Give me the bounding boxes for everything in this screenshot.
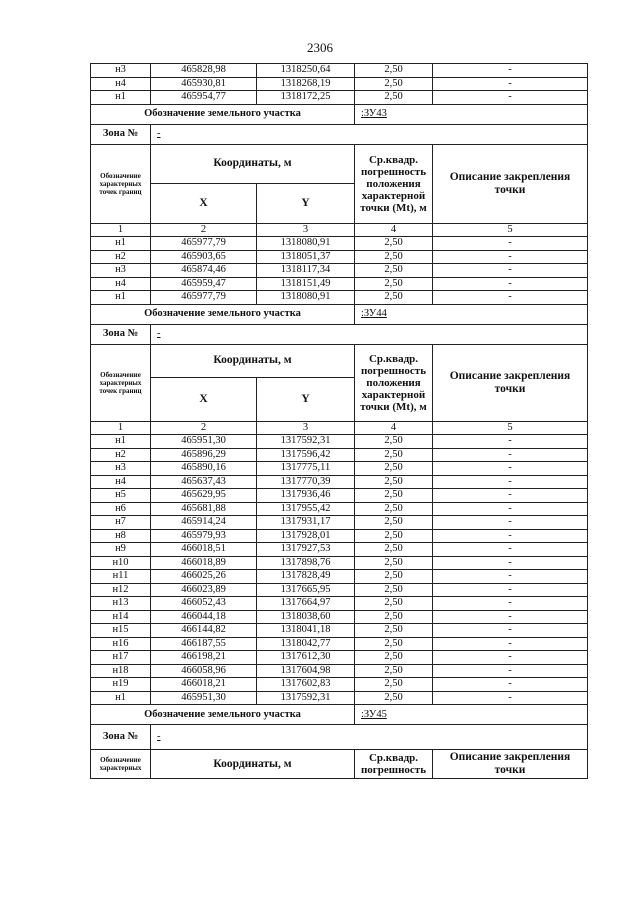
- description-value: -: [433, 462, 588, 476]
- description-value: -: [433, 435, 588, 449]
- error-value: 2,50: [355, 543, 433, 557]
- point-id: н3: [91, 264, 151, 278]
- y-coord: 1317604,98: [257, 664, 355, 678]
- y-coord: 1318042,77: [257, 637, 355, 651]
- table-row: [91, 678, 588, 692]
- coords-header: Координаты, м: [151, 144, 355, 184]
- description-value: -: [433, 610, 588, 624]
- error-value: 2,50: [355, 583, 433, 597]
- x-coord: 465930,81: [151, 77, 257, 91]
- col-num: 1: [91, 223, 151, 237]
- point-id: н4: [91, 77, 151, 91]
- description-value: -: [433, 691, 588, 705]
- point-header: Обозначение характерных точек границ: [91, 344, 151, 421]
- table-row: [91, 250, 588, 264]
- error-value: 2,50: [355, 448, 433, 462]
- zu44-rows: [91, 435, 588, 705]
- y-coord: 1318041,18: [257, 624, 355, 638]
- zone-value: -: [151, 324, 588, 344]
- col-num: 2: [151, 223, 257, 237]
- description-value: -: [433, 570, 588, 584]
- parcel-title-row: [91, 705, 588, 725]
- point-id: н4: [91, 277, 151, 291]
- error-value: 2,50: [355, 277, 433, 291]
- header-row: [91, 144, 588, 184]
- y-coord: 1317936,46: [257, 489, 355, 503]
- description-value: -: [433, 597, 588, 611]
- header-row-cut: [91, 750, 588, 779]
- carry-over-rows: [91, 64, 588, 105]
- y-coord: 1317592,31: [257, 435, 355, 449]
- error-value: 2,50: [355, 691, 433, 705]
- zone-row: [91, 324, 588, 344]
- description-value: -: [433, 91, 588, 105]
- x-coord: 466018,21: [151, 678, 257, 692]
- x-coord: 465959,47: [151, 277, 257, 291]
- x-coord: 465629,95: [151, 489, 257, 503]
- point-id: н2: [91, 250, 151, 264]
- description-value: -: [433, 556, 588, 570]
- coords-header: Координаты, м: [151, 344, 355, 377]
- table-row: [91, 651, 588, 665]
- table-row: [91, 475, 588, 489]
- point-id: н2: [91, 448, 151, 462]
- y-coord: 1318250,64: [257, 64, 355, 78]
- description-value: -: [433, 637, 588, 651]
- header-row: [91, 344, 588, 377]
- error-value: 2,50: [355, 77, 433, 91]
- point-id: н11: [91, 570, 151, 584]
- table-row: [91, 277, 588, 291]
- x-coord: 465954,77: [151, 91, 257, 105]
- error-value: 2,50: [355, 475, 433, 489]
- description-value: -: [433, 291, 588, 305]
- table-row: [91, 637, 588, 651]
- x-coord: 465896,29: [151, 448, 257, 462]
- x-coord: 465903,65: [151, 250, 257, 264]
- table-row: [91, 597, 588, 611]
- y-coord: 1318151,49: [257, 277, 355, 291]
- y-coord: 1317664,97: [257, 597, 355, 611]
- zone-label: Зона №: [91, 124, 151, 144]
- error-value: 2,50: [355, 624, 433, 638]
- zone-label: Зона №: [91, 324, 151, 344]
- parcel-code: :ЗУ44: [355, 304, 588, 324]
- x-coord: 466052,43: [151, 597, 257, 611]
- point-id: н3: [91, 462, 151, 476]
- col-num: 2: [151, 421, 257, 435]
- description-value: -: [433, 475, 588, 489]
- zone-value: -: [151, 725, 588, 750]
- point-id: н5: [91, 489, 151, 503]
- description-value: -: [433, 651, 588, 665]
- x-coord: 465977,79: [151, 291, 257, 305]
- col-num: 3: [257, 223, 355, 237]
- x-coord: 466144,82: [151, 624, 257, 638]
- x-coord: 466018,89: [151, 556, 257, 570]
- description-value: -: [433, 277, 588, 291]
- description-value: -: [433, 237, 588, 251]
- col-num: 5: [433, 223, 588, 237]
- column-number-row: [91, 223, 588, 237]
- table-row: [91, 291, 588, 305]
- description-value: -: [433, 543, 588, 557]
- table-row: [91, 77, 588, 91]
- y-header: Y: [257, 184, 355, 224]
- description-header: Описание закрепления точки: [433, 144, 588, 223]
- parcel-label: Обозначение земельного участка: [91, 104, 355, 124]
- x-coord: 465951,30: [151, 435, 257, 449]
- zone-value: -: [151, 124, 588, 144]
- point-id: н3: [91, 64, 151, 78]
- table-row: [91, 610, 588, 624]
- y-coord: 1318051,37: [257, 250, 355, 264]
- zone-label: Зона №: [91, 725, 151, 750]
- y-coord: 1317775,11: [257, 462, 355, 476]
- x-coord: 466018,51: [151, 543, 257, 557]
- description-value: -: [433, 678, 588, 692]
- error-value: 2,50: [355, 435, 433, 449]
- col-num: 4: [355, 421, 433, 435]
- table-row: [91, 448, 588, 462]
- point-id: н9: [91, 543, 151, 557]
- coordinates-table: [90, 63, 588, 779]
- error-value: 2,50: [355, 678, 433, 692]
- error-value: 2,50: [355, 529, 433, 543]
- table-row: [91, 489, 588, 503]
- x-coord: 466187,55: [151, 637, 257, 651]
- point-id: н1: [91, 291, 151, 305]
- error-value: 2,50: [355, 291, 433, 305]
- error-value: 2,50: [355, 651, 433, 665]
- y-coord: 1318080,91: [257, 237, 355, 251]
- description-header: Описание закрепления точки: [433, 750, 588, 779]
- page-number: 2306: [307, 40, 333, 55]
- table-row: [91, 529, 588, 543]
- error-value: 2,50: [355, 516, 433, 530]
- table-row: [91, 502, 588, 516]
- point-id: н12: [91, 583, 151, 597]
- error-value: 2,50: [355, 556, 433, 570]
- y-coord: 1317955,42: [257, 502, 355, 516]
- table-row: [91, 664, 588, 678]
- point-id: н13: [91, 597, 151, 611]
- error-header: Ср.квадр. погрешность: [355, 750, 433, 779]
- error-header: Ср.квадр. погрешность положения характерной точки (Мt), м: [355, 144, 433, 223]
- table-row: [91, 543, 588, 557]
- point-id: н17: [91, 651, 151, 665]
- parcel-title-row: [91, 104, 588, 124]
- x-coord: 465914,24: [151, 516, 257, 530]
- x-coord: 466044,18: [151, 610, 257, 624]
- zone-row: [91, 725, 588, 750]
- description-value: -: [433, 448, 588, 462]
- error-value: 2,50: [355, 597, 433, 611]
- table-row: [91, 624, 588, 638]
- error-value: 2,50: [355, 637, 433, 651]
- table-row: [91, 691, 588, 705]
- table-row: [91, 570, 588, 584]
- x-coord: 465890,16: [151, 462, 257, 476]
- y-coord: 1318080,91: [257, 291, 355, 305]
- error-value: 2,50: [355, 64, 433, 78]
- description-value: -: [433, 264, 588, 278]
- parcel-label: Обозначение земельного участка: [91, 705, 355, 725]
- x-coord: 466023,89: [151, 583, 257, 597]
- parcel-label: Обозначение земельного участка: [91, 304, 355, 324]
- description-value: -: [433, 516, 588, 530]
- point-id: н14: [91, 610, 151, 624]
- parcel-code: :ЗУ43: [355, 104, 588, 124]
- description-value: -: [433, 529, 588, 543]
- point-id: н4: [91, 475, 151, 489]
- x-coord: 465828,98: [151, 64, 257, 78]
- y-coord: 1317596,42: [257, 448, 355, 462]
- y-coord: 1317927,53: [257, 543, 355, 557]
- error-value: 2,50: [355, 91, 433, 105]
- point-id: н1: [91, 435, 151, 449]
- parcel-title-row: [91, 304, 588, 324]
- y-coord: 1317898,76: [257, 556, 355, 570]
- y-coord: 1318268,19: [257, 77, 355, 91]
- description-value: -: [433, 624, 588, 638]
- description-value: -: [433, 502, 588, 516]
- col-num: 4: [355, 223, 433, 237]
- parcel-code: :ЗУ45: [355, 705, 588, 725]
- y-coord: 1318038,60: [257, 610, 355, 624]
- description-value: -: [433, 77, 588, 91]
- error-header: Ср.квадр. погрешность положения характерной точки (Мt), м: [355, 344, 433, 421]
- point-id: н1: [91, 237, 151, 251]
- y-coord: 1317828,49: [257, 570, 355, 584]
- error-value: 2,50: [355, 237, 433, 251]
- description-value: -: [433, 583, 588, 597]
- col-num: 3: [257, 421, 355, 435]
- y-coord: 1317592,31: [257, 691, 355, 705]
- x-coord: 465874,46: [151, 264, 257, 278]
- table-row: [91, 583, 588, 597]
- table-row: [91, 435, 588, 449]
- column-number-row: [91, 421, 588, 435]
- point-header: Обозначение характерных точек границ: [91, 144, 151, 223]
- point-id: н15: [91, 624, 151, 638]
- col-num: 5: [433, 421, 588, 435]
- description-value: -: [433, 64, 588, 78]
- point-id: н16: [91, 637, 151, 651]
- coords-header: Координаты, м: [151, 750, 355, 779]
- x-header: X: [151, 184, 257, 224]
- point-id: н6: [91, 502, 151, 516]
- point-id: н1: [91, 691, 151, 705]
- point-id: н18: [91, 664, 151, 678]
- point-id: н19: [91, 678, 151, 692]
- description-header: Описание закрепления точки: [433, 344, 588, 421]
- table-row: [91, 462, 588, 476]
- x-header: X: [151, 377, 257, 421]
- error-value: 2,50: [355, 489, 433, 503]
- y-coord: 1317931,17: [257, 516, 355, 530]
- point-id: н10: [91, 556, 151, 570]
- x-coord: 466058,96: [151, 664, 257, 678]
- x-coord: 465979,93: [151, 529, 257, 543]
- col-num: 1: [91, 421, 151, 435]
- description-value: -: [433, 489, 588, 503]
- zone-row: [91, 124, 588, 144]
- x-coord: 465951,30: [151, 691, 257, 705]
- table-row: [91, 91, 588, 105]
- y-coord: 1318172,25: [257, 91, 355, 105]
- error-value: 2,50: [355, 264, 433, 278]
- y-coord: 1317928,01: [257, 529, 355, 543]
- point-id: н8: [91, 529, 151, 543]
- table-row: [91, 237, 588, 251]
- x-coord: 466198,21: [151, 651, 257, 665]
- point-header: Обозначение характерных: [91, 750, 151, 779]
- y-coord: 1317602,83: [257, 678, 355, 692]
- error-value: 2,50: [355, 462, 433, 476]
- y-header: Y: [257, 377, 355, 421]
- zu43-rows: [91, 237, 588, 305]
- x-coord: 465681,88: [151, 502, 257, 516]
- error-value: 2,50: [355, 250, 433, 264]
- description-value: -: [433, 664, 588, 678]
- point-id: н1: [91, 91, 151, 105]
- table-row: [91, 556, 588, 570]
- table-row: [91, 264, 588, 278]
- x-coord: 466025,26: [151, 570, 257, 584]
- x-coord: 465977,79: [151, 237, 257, 251]
- y-coord: 1317665,95: [257, 583, 355, 597]
- table-row: [91, 64, 588, 78]
- table-row: [91, 516, 588, 530]
- point-id: н7: [91, 516, 151, 530]
- y-coord: 1318117,34: [257, 264, 355, 278]
- y-coord: 1317612,30: [257, 651, 355, 665]
- error-value: 2,50: [355, 610, 433, 624]
- error-value: 2,50: [355, 570, 433, 584]
- y-coord: 1317770,39: [257, 475, 355, 489]
- x-coord: 465637,43: [151, 475, 257, 489]
- error-value: 2,50: [355, 664, 433, 678]
- description-value: -: [433, 250, 588, 264]
- error-value: 2,50: [355, 502, 433, 516]
